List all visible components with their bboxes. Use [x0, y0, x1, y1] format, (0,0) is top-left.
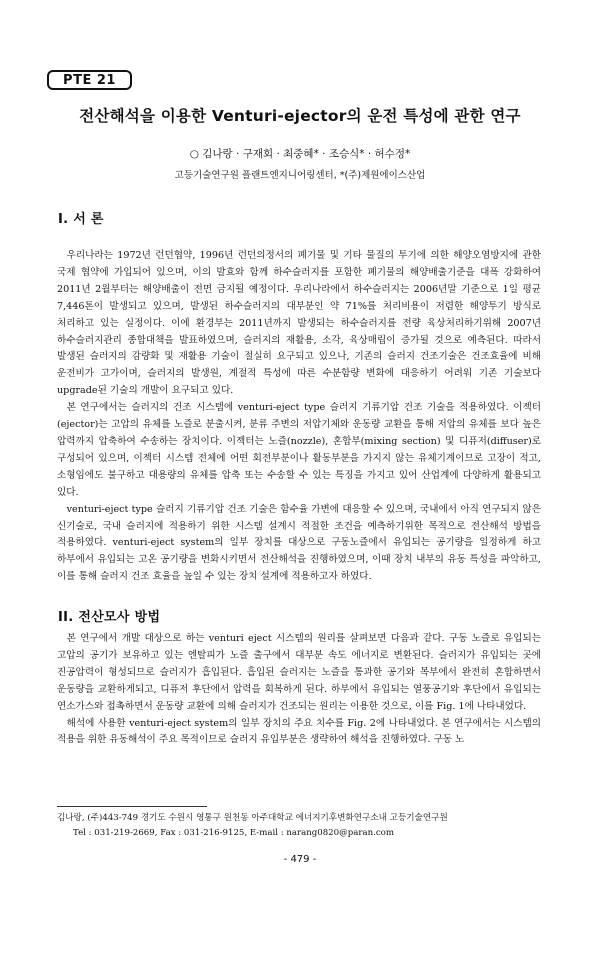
- footnote-address: 김나랑, (주)443-749 경기도 수원시 영통구 원천동 아주대학교 에너지기후변화연구소내 고등기술연구원: [57, 813, 448, 823]
- paragraph: 우리나라는 1972년 런던협약, 1996년 런던의정서의 폐기물 및 기타 물질의 투기에 의한 해양오염방지에 관한 국제 협약에 가입되어 있으며, 이의 발효와 함께 하수슬러지를 포함한 폐기물의 해양배출기준을 대폭 강화하여 2011년 2월부터는 해양배출이 전면 금지될 예정이다. 우리나라에서 하수슬러지는 2006년말 기준으로 1일 평균 7,446톤이 발생되고 있으며, 발생된 하수슬러지의 대부분인 약 71%를 처리비용이 저렴한 해양투기 방식로 처리하고 있는 실정이다. 이에 환경부는 2011년까지 발생되는 하수슬러지를 전량 육상처리하기위해 2007년 하수슬러지관리 종합대책을 발표하였으며, 슬러지의 재활용, 소각, 육상매립이 증가될 것으로 예측된다. 따라서 발생된 슬러지의 감량화 및 재활용 기술이 절실히 요구되고 있으나, 기존의 슬러지 건조기술은 건조효율에 비해 운전비가 고가이며, 슬러지의 발생원, 계절적 특성에 따른 수분함량 변화에 대응하기 어려워 기존 기술보다 upgrade된 기술의 개발이 요구되고 있다.: [57, 250, 541, 397]
- page-number: - 479 -: [283, 854, 317, 865]
- paper-title: 전산해석을 이용한 Venturi-ejector의 운전 특성에 관한 연구: [79, 107, 521, 125]
- session-badge: PTE 21: [47, 70, 132, 90]
- section-body-introduction: [57, 248, 541, 586]
- footnote: [57, 811, 541, 841]
- section-heading-method: II. 전산모사 방법: [58, 610, 161, 625]
- footnote-divider: [57, 806, 207, 807]
- paragraph: venturi-eject type 슬러지 기류기압 건조 기술은 함수율 가변에 대응할 수 있으며, 국내에서 아직 연구되지 않은 신기술로, 국내 슬러지에 적용하기 위한 시스템 설계시 적절한 조건을 예측하기위한 목적으로 전산해석 방법을 적용하였다. venturi-eject system의 일부 장치를 대상으로 구동노즐에서 유입되는 공기량을 일정하게 하고 하부에서 유입되는 고온 공기량을 변화시키면서 전산해석을 진행하였으며, 이때 장치 내부의 유동 특성을 파악하고, 이를 통해 슬러지 건조 효율을 높일 수 있는 장치 설계에 적용하고자 하였다.: [57, 503, 541, 583]
- paragraph: 본 연구에서는 슬러지의 건조 시스템에 venturi-eject type 슬러지 기류기압 건조 기술을 적용하였다. 이젝터(ejector)는 고압의 유체를 노즐로 분출시켜, 분류 주변의 저압기체와 운동량 교환을 통해 저압의 유체를 보다 높은 압력까지 압축하여 수송하는 장치이다. 이젝터는 노즐(nozzle), 혼합부(mixing section) 및 디퓨저(diffuser)로 구성되어 있으며, 이젝터 시스템 전체에 어떤 회전부분이나 활동부분을 가지지 않는 유체기계이므로 고장이 적고, 소형임에도 불구하고 대용량의 유체를 압축 또는 수송할 수 있는 특징을 가지고 있어 산업계에 다양하게 활용되고 있다.: [57, 402, 541, 498]
- section-body-method: [57, 631, 541, 749]
- author-list: ○ 김나랑 · 구재회 · 최중혜* · 조승식* · 허수정*: [189, 148, 411, 160]
- affiliation: 고등기술연구원 플랜트엔지니어링센터, *(주)제원에이스산업: [174, 170, 426, 181]
- paragraph: 본 연구에서 개발 대상으로 하는 venturi eject 시스템의 원리를 살펴보면 다음과 같다. 구동 노즐로 유입되는 고압의 공기가 보유하고 있는 엔탈피가 노즐 출구에서 대부분 속도 에너지로 변환된다. 슬러지가 유입되는 곳에 진공압력이 형성되므로 슬러지가 흡입된다. 흡입된 슬러지는 노즐을 통과한 공기와 목부에서 완전히 혼합하면서 운동량을 교환하게되고, 디퓨저 후단에서 압력을 회복하게 된다. 하부에서 유입되는 열풍공기와 후단에서 유입되는 연소가스와 접촉하면서 운동량 교환에 의해 슬러지가 건조되는 원리는 이용한 것으로, 이를 Fig. 1에 나타내었다.: [57, 633, 541, 712]
- footnote-contact: Tel : 031-219-2669, Fax : 031-216-9125, E-mail : narang0820@paran.com: [73, 828, 394, 838]
- section-heading-introduction: I. 서 론: [58, 212, 104, 227]
- paragraph: 해석에 사용한 venturi-eject system의 일부 장치의 주요 치수를 Fig. 2에 나타내었다. 본 연구에서는 시스템의 적용을 위한 유동해석이 주요 목적이므로 슬러지 유입부분은 생략하여 해석을 진행하였다. 구동 노: [57, 717, 541, 746]
